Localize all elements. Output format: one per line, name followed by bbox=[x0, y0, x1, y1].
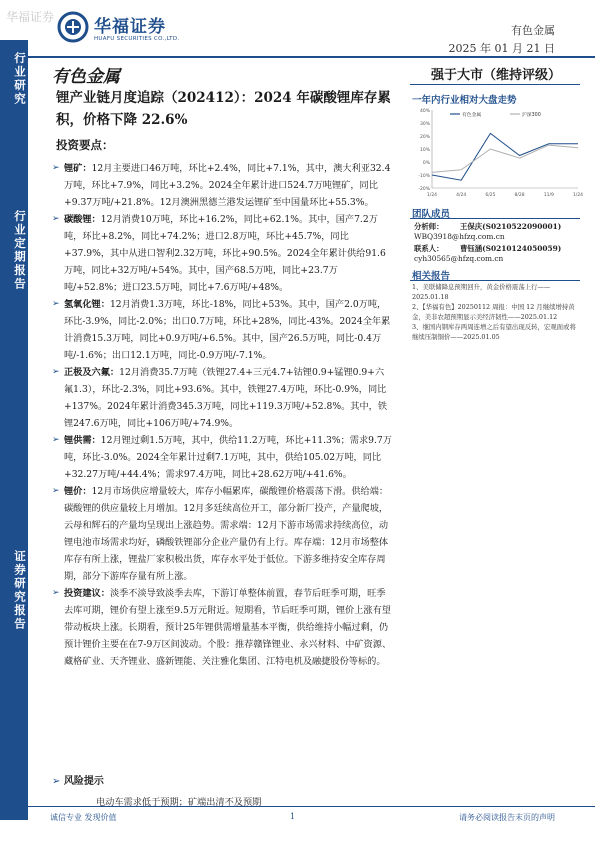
report-subtitle: 锂产业链月度追踪（202412）：2024 年碳酸锂库存累积，价格下降 22.6% bbox=[56, 90, 391, 128]
list-item: ➢ 锂价：12月市场供应增量较大，库存小幅累库，碳酸锂价格震荡下滑。供给端：碳酸锂的供应量较上月增加。12月多廷续高位开工，部分新厂投产，产量爬坡，云母和辉石的产量均呈现出上涨趋势。需求端：12月下游市场需求持续高位，动锂电池市场需求均好，磷酸铁锂部分企业产量仍有上行。库存端：12月市场整体库存有所上涨，锂盐厂家积极出货，库存水平处于低位。下游多维持安全库存周期，部分下游库存量有所上涨。 bbox=[52, 483, 392, 585]
team-heading: 团队成员 bbox=[412, 209, 451, 220]
arrow-icon: ➢ bbox=[52, 367, 60, 377]
y-tick-label: 40% bbox=[419, 109, 430, 114]
arrow-icon: ➢ bbox=[52, 486, 60, 496]
page-title: 有色金属 bbox=[52, 67, 120, 87]
chart-title: 一年内行业相对大盘走势 bbox=[412, 95, 517, 106]
arrow-icon: ➢ bbox=[52, 163, 60, 173]
legend-label: 沪深300 bbox=[522, 113, 541, 118]
related-report-link[interactable]: 3、继国内钢库存两周连增之后有望出现反转，宏观面或将继续压制铜价——2025.01.05 bbox=[412, 323, 576, 341]
related-report-link[interactable]: 2、【华福有色】20250112 周报：中国 12 月继续增持黄金，美非农超预期显示美经济韧性——2025.01.12 bbox=[412, 303, 575, 321]
y-tick-label: 10% bbox=[419, 148, 430, 153]
risk-heading: ➢ 风险提示 bbox=[52, 776, 104, 787]
y-tick-label: 30% bbox=[419, 122, 430, 127]
header-date: 2025 年 01 月 21 日 bbox=[448, 42, 555, 55]
x-tick-label: 1/24 bbox=[426, 193, 438, 198]
related-heading: 相关报告 bbox=[412, 271, 451, 282]
arrow-icon: ➢ bbox=[52, 214, 60, 224]
brand-name-en: HUAFU SECURITIES CO.,LTD. bbox=[94, 36, 180, 42]
list-item: ➢ 氢氧化锂：12月消费1.3万吨，环比-18%，同比+53%。其中，国产2.0万吨，环比-3.9%，同比-2.0%；出口0.7万吨，环比+28%，同比-43%。2024全年累计消费15.3万吨，同比+0.9万吨/+6.5%。其中，国产26.5万吨，同比-0.4万吨/-1.6%；出口12.1万吨，同比-0.9万吨/-7.1%。 bbox=[52, 296, 392, 364]
logo-icon bbox=[58, 12, 88, 42]
legend-label: 有色金属 bbox=[462, 113, 482, 118]
arrow-icon: ➢ bbox=[52, 776, 64, 787]
x-tick-label: 4/24 bbox=[456, 193, 467, 198]
arrow-icon: ➢ bbox=[52, 588, 60, 598]
header-category: 有色金属 bbox=[511, 24, 555, 37]
footer-slogan: 诚信专业 发现价值 bbox=[50, 813, 117, 822]
list-item: ➢ 锂供需：12月锂过剩1.5万吨，其中，供给11.2万吨，环比+11.3%；需求9.7万吨，环比-3.0%。2024全年累计过剩7.1万吨，其中，供给105.02万吨，同比+32.27万吨/+44.4%；需求97.4万吨，同比+28.62万吨/+41.6%。 bbox=[52, 432, 392, 483]
list-item: ➢ 投资建议：淡季不淡导致淡季去库，下游订单整体前置，春节后旺季可期，旺季去库可期，锂价有望上涨至9.5万元附近。短期看，节后旺季可期，锂价上涨有望带动板块上涨。长期看，预计25年锂供需增量基本平衡，供给维持小幅过剩，仍预计锂价主要在在7-9万区间波动。个股：推荐赣锋锂业、永兴材料、中矿资源、藏格矿业、天齐锂业、盛新锂能、关注雅化集团、江特电机及融捷股份等标的。 bbox=[52, 585, 392, 670]
performance-chart bbox=[410, 106, 582, 202]
x-tick-label: 1/24 bbox=[572, 193, 584, 198]
related-report-link[interactable]: 1、美联储降息预期回升，黄金价格震荡上行——2025.01.18 bbox=[412, 283, 551, 301]
sidebar-label-securities-research: 证券研究报告 bbox=[13, 550, 27, 631]
y-tick-label: 0% bbox=[422, 161, 430, 166]
header-divider bbox=[0, 56, 595, 58]
series-line-1 bbox=[432, 133, 578, 180]
x-tick-label: 8/28 bbox=[514, 193, 525, 198]
rating-divider bbox=[410, 84, 580, 85]
footer-divider bbox=[0, 806, 595, 807]
sidebar-label-industry-research: 行业研究 bbox=[13, 52, 27, 106]
related-reports-list bbox=[412, 283, 582, 344]
y-tick-label: 20% bbox=[419, 135, 430, 140]
list-item: ➢ 锂矿：12月主要进口46万吨，环比+2.4%，同比+7.1%，其中，澳大利亚32.4万吨，环比+7.9%，同比+3.2%。2024全年累计进口524.7万吨锂矿，同比+9.37万吨/+21.8%。12月澳洲黑德兰港发运锂矿至中国量环比+55.3%。 bbox=[52, 160, 392, 211]
section-heading: 投资要点： bbox=[56, 138, 114, 152]
watermark-text: 华福证券 bbox=[6, 10, 55, 24]
page-number: 1 bbox=[290, 812, 296, 821]
analyst-1-email: WBQ3918@hfzq.com.cn bbox=[414, 232, 505, 241]
rating-label: 强于大市（维持评级） bbox=[430, 68, 561, 83]
list-item: ➢ 正极及六氟：12月消费35.7万吨（铁锂27.4+三元4.7+钴锂0.9+锰锂0.9+六氟1.3），环比-2.3%，同比+93.6%。其中，铁锂27.4万吨，环比-0.9%，同比+137%。2024年累计消费345.3万吨，同比+119.3万吨/+52.8%。其中，铁锂247.6万吨，同比+106万吨/+74.9%。 bbox=[52, 364, 392, 432]
brand-name: 华福证券 bbox=[94, 17, 166, 37]
y-tick-label: -20% bbox=[418, 187, 430, 192]
analyst-1: 分析师： 王保庆(S0210522090001) bbox=[414, 222, 562, 231]
related-divider bbox=[410, 280, 580, 281]
sidebar bbox=[0, 40, 28, 820]
x-tick-label: 11/9 bbox=[543, 193, 554, 198]
footer-disclaimer: 请务必阅读报告末页的声明 bbox=[459, 813, 555, 822]
key-points-list bbox=[52, 160, 392, 670]
list-item: ➢ 碳酸锂：12月消费10万吨，环比+16.2%，同比+62.1%。其中，国产7.2万吨，环比+8.2%，同比+74.2%；进口2.8万吨，环比+45.7%，同比+37.9%，其中从进口智利2.32万吨，环比+90.5%。2024全年累计供给91.6万吨，同比+32万吨/+54%。其中，国产68.5万吨，同比+23.7万吨/+52.8%；进口23.5万吨，同比+7.6万吨/+48%。 bbox=[52, 211, 392, 296]
sidebar-label-periodic-report: 行业定期报告 bbox=[13, 210, 27, 291]
arrow-icon: ➢ bbox=[52, 299, 60, 309]
risk-text: 电动车需求低于预期；矿端出清不及预期 bbox=[96, 797, 262, 808]
analyst-2: 联系人： 曹钰涵(S0210124050059) bbox=[414, 244, 562, 253]
x-tick-label: 6/25 bbox=[485, 193, 496, 198]
series-line-2 bbox=[432, 145, 578, 172]
y-tick-label: -10% bbox=[418, 174, 430, 179]
arrow-icon: ➢ bbox=[52, 435, 60, 445]
team-divider bbox=[410, 218, 580, 219]
analyst-2-email: cyh30565@hfzq.com.cn bbox=[414, 254, 504, 263]
